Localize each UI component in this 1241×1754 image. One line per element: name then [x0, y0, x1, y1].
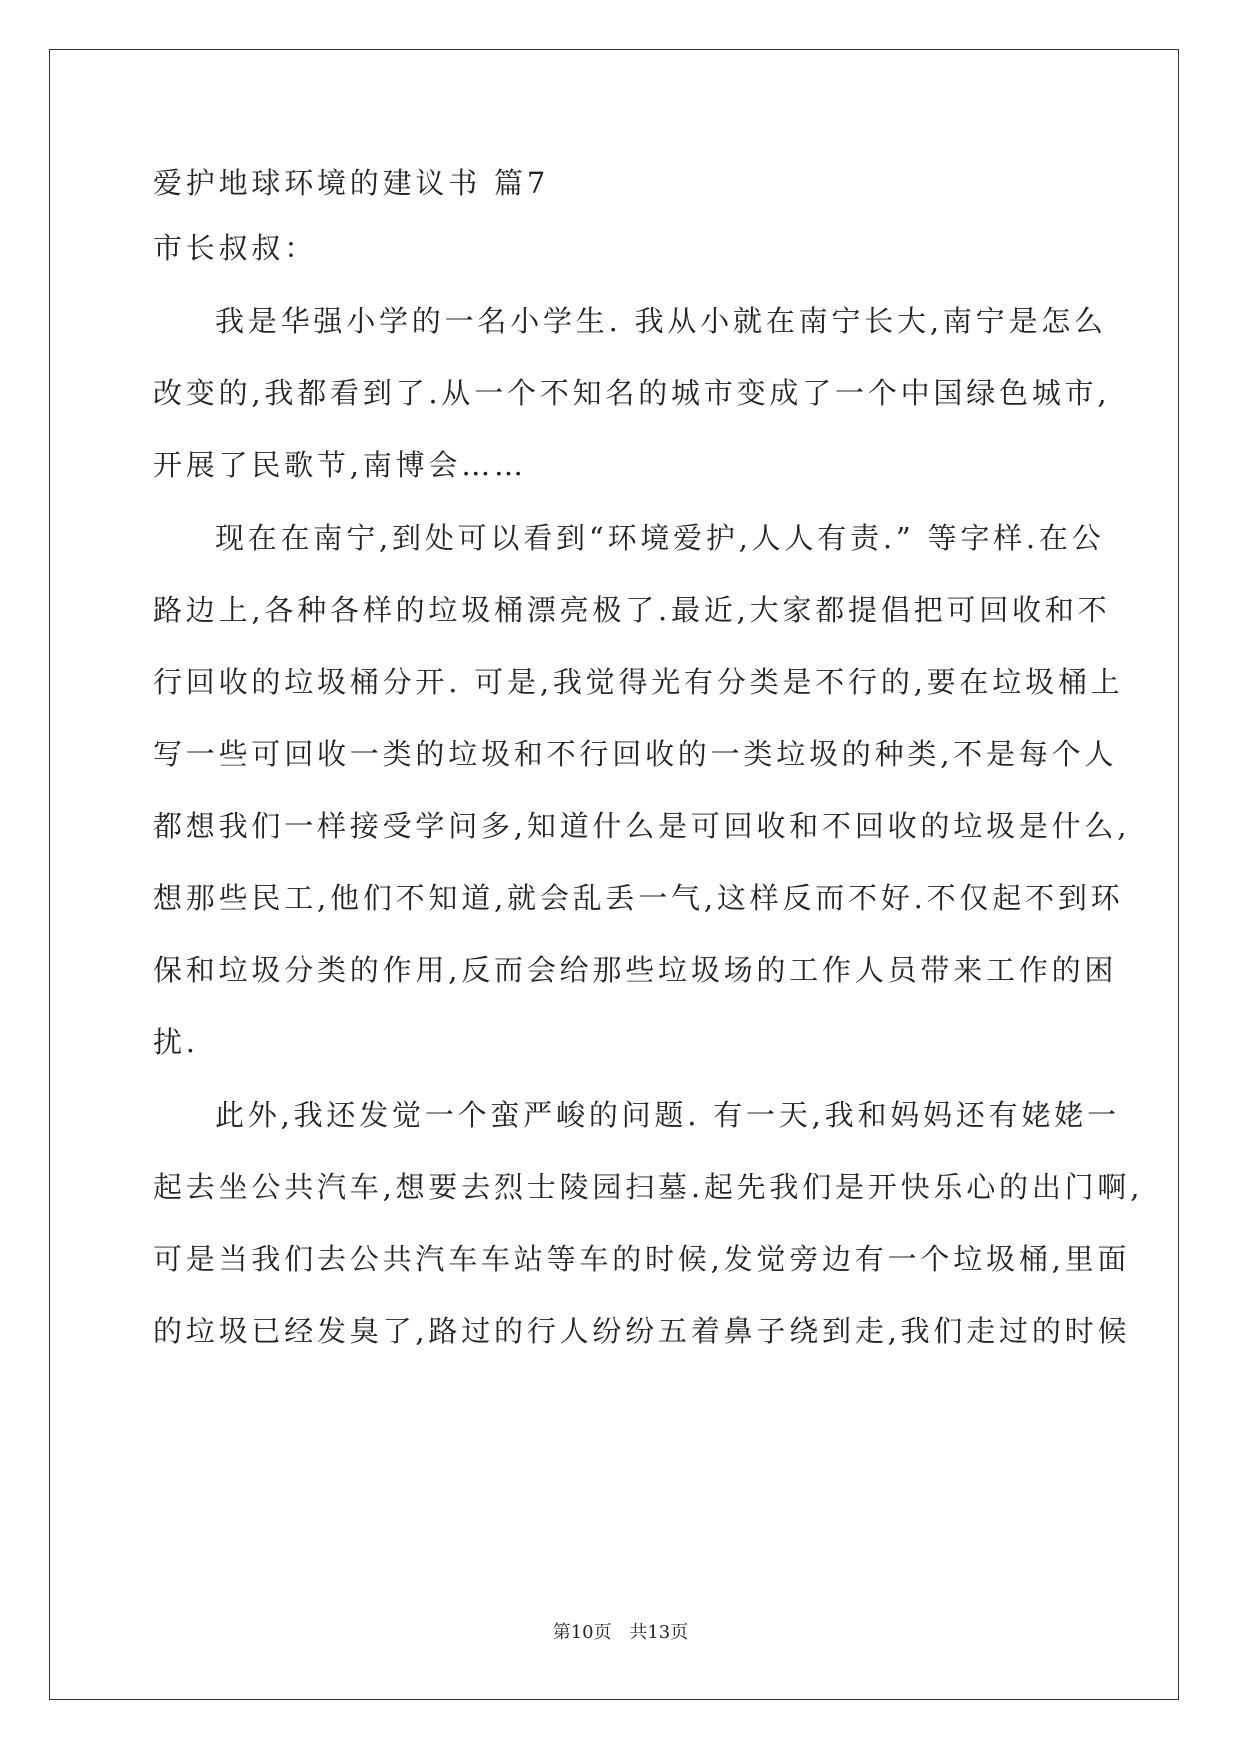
page-footer — [0, 1618, 1241, 1644]
body-line: 现在在南宁,到处可以看到“环境爱护,人人有责.” 等字样.在公 — [215, 521, 1105, 555]
body-line: 想那些民工,他们不知道,就会乱丢一气,这样反而不好.不仅起不到环 — [153, 881, 1124, 915]
body-line: 都想我们一样接受学问多,知道什么是可回收和不回收的垃圾是什么, — [153, 809, 1131, 843]
body-line: 扰. — [153, 1025, 199, 1059]
page-border — [49, 49, 1179, 1700]
body-line: 起去坐公共汽车,想要去烈士陵园扫墓.起先我们是开快乐心的出门啊, — [153, 1170, 1144, 1204]
body-line: 开展了民歌节,南博会…… — [153, 448, 527, 482]
body-line: 可是当我们去公共汽车车站等车的时候,发觉旁边有一个垃圾桶,里面 — [153, 1242, 1131, 1276]
body-line: 的垃圾已经发臭了,路过的行人纷纷五着鼻子绕到走,我们走过的时候 — [153, 1314, 1131, 1348]
body-line: 写一些可回收一类的垃圾和不行回收的一类垃圾的种类,不是每个人 — [153, 737, 1118, 771]
body-line: 保和垃圾分类的作用,反而会给那些垃圾场的工作人员带来工作的困 — [153, 953, 1118, 987]
body-line: 我是华强小学的一名小学生. 我从小就在南宁长大,南宁是怎么 — [215, 304, 1107, 338]
document-title: 爱护地球环境的建议书 篇7 — [153, 166, 550, 200]
salutation: 市长叔叔： — [153, 231, 318, 265]
body-line: 行回收的垃圾桶分开. 可是,我觉得光有分类是不行的,要在垃圾桶上 — [153, 665, 1124, 699]
body-line: 此外,我还发觉一个蛮严峻的问题. 有一天,我和妈妈还有姥姥一 — [215, 1098, 1120, 1132]
page-total: 共13页 — [629, 1622, 689, 1643]
page-number: 第10页 — [552, 1622, 612, 1643]
body-line: 改变的,我都看到了.从一个不知名的城市变成了一个中国绿色城市, — [153, 376, 1111, 410]
body-line: 路边上,各种各样的垃圾桶漂亮极了.最近,大家都提倡把可回收和不 — [153, 593, 1111, 627]
